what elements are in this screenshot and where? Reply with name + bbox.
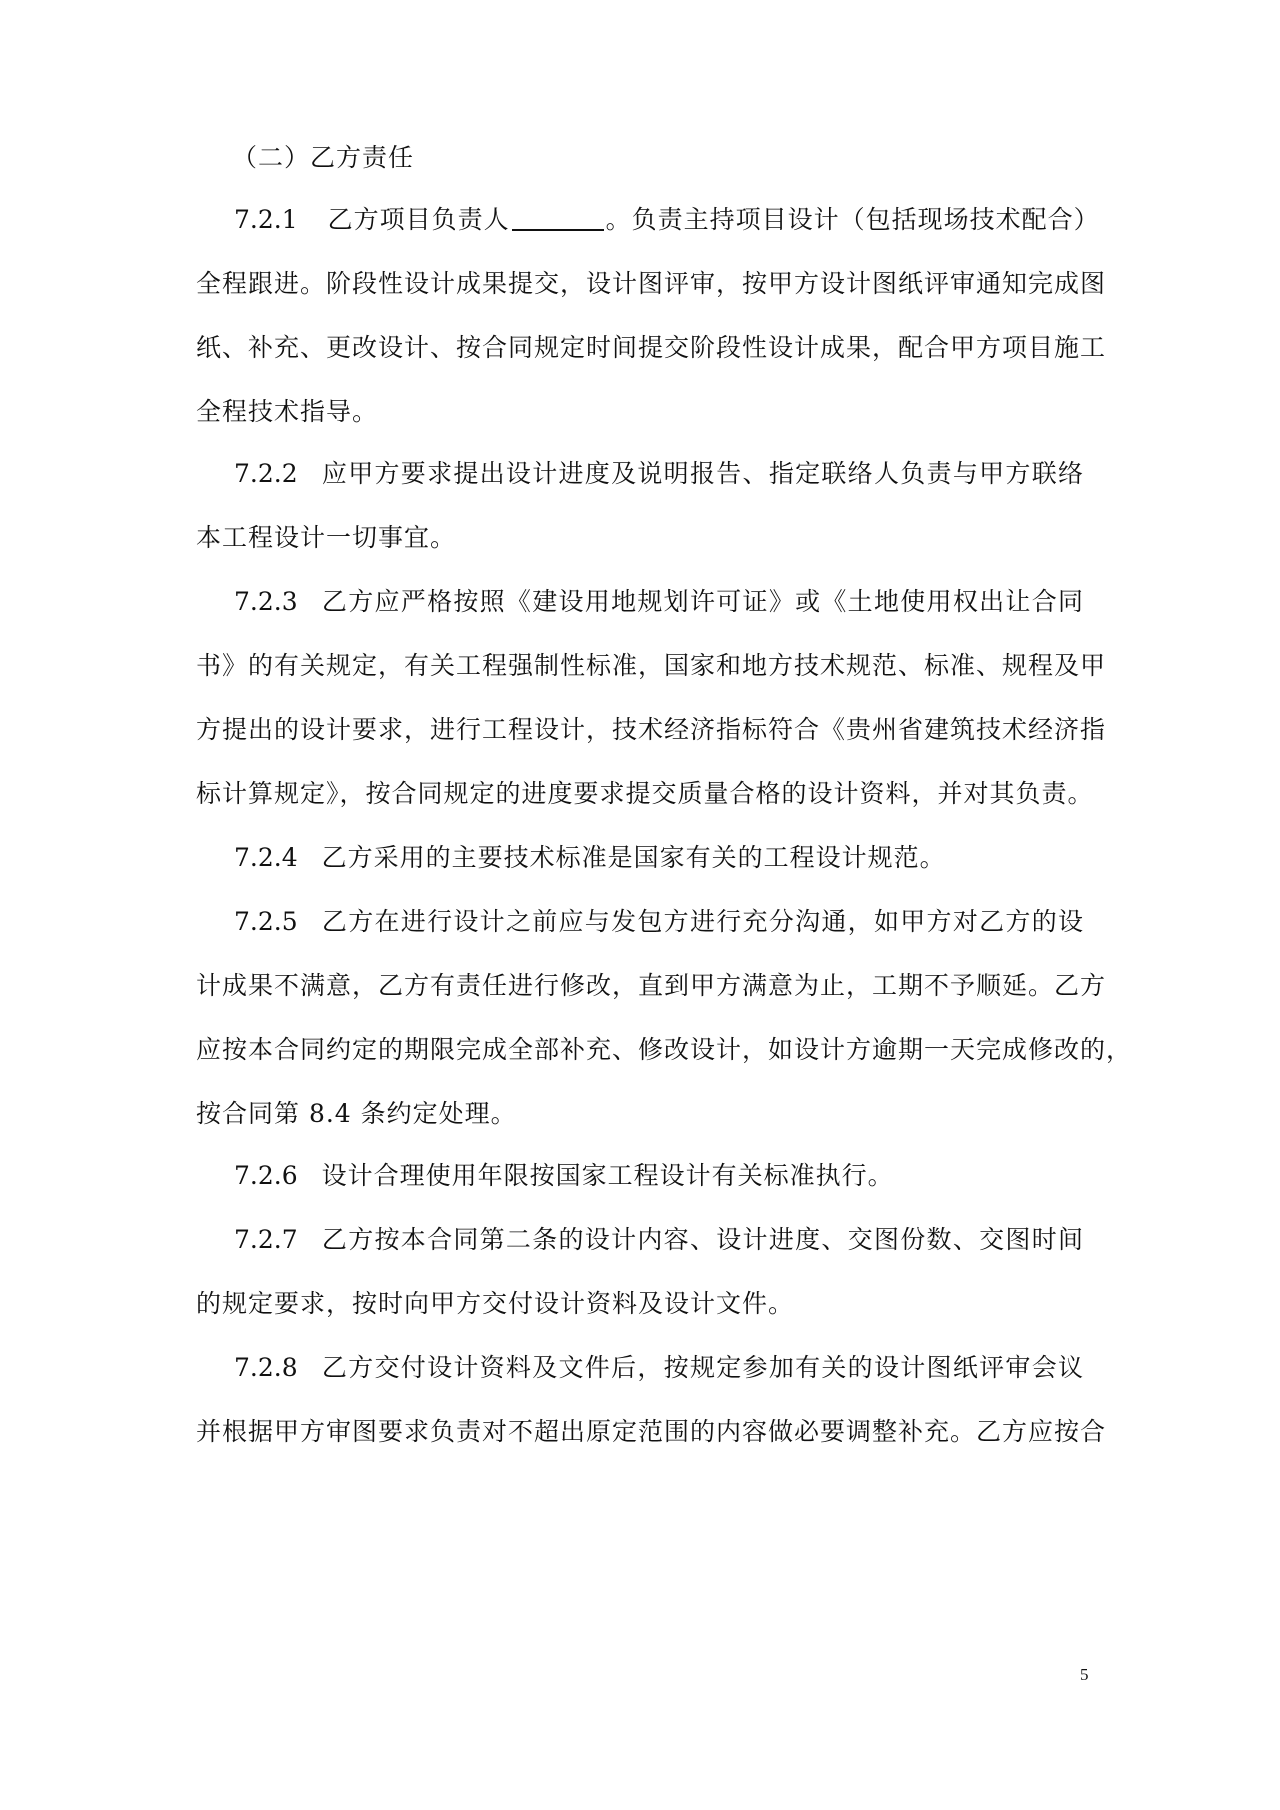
clause-line: 应按本合同约定的期限完成全部补充、修改设计，如设计方逾期一天完成修改的， <box>196 1035 1133 1064</box>
clause-line: 书》的有关规定，有关工程强制性标准，国家和地方技术规范、标准、规程及甲 <box>196 651 1107 680</box>
clause-text: 应甲方要求提出设计进度及说明报告、指定联络人负责与甲方联络 <box>321 459 1084 488</box>
clause-number: 7.2.2 <box>234 459 298 488</box>
responsible-person-blank <box>512 203 604 231</box>
clause-7-2-3-first-line <box>234 584 1084 620</box>
clause-7-2-1-first-line <box>234 202 1100 238</box>
clause-number: 7.2.3 <box>234 587 298 616</box>
clause-line: 的规定要求，按时向甲方交付设计资料及设计文件。 <box>196 1289 795 1318</box>
page-number: 5 <box>1080 1665 1089 1684</box>
clause-text: 乙方项目负责人 <box>327 205 510 234</box>
clause-number: 7.2.1 <box>234 205 298 234</box>
clause-number: 7.2.4 <box>234 843 298 872</box>
clause-text: 乙方在进行设计之前应与发包方进行充分沟通，如甲方对乙方的设 <box>321 907 1084 936</box>
clause-7-2-5-first-line <box>234 904 1084 940</box>
clause-number: 7.2.5 <box>234 907 298 936</box>
clause-text: 乙方应严格按照《建设用地规划许可证》或《土地使用权出让合同 <box>321 587 1084 616</box>
clause-text: 乙方交付设计资料及文件后，按规定参加有关的设计图纸评审会议 <box>321 1353 1084 1382</box>
clause-7-2-4-first-line <box>234 840 1084 876</box>
clause-text: 设计合理使用年限按国家工程设计有关标准执行。 <box>321 1161 894 1190</box>
clause-text: 乙方按本合同第二条的设计内容、设计进度、交图份数、交图时间 <box>321 1225 1084 1254</box>
clause-line: 标计算规定》，按合同规定的进度要求提交质量合格的设计资料，并对其负责。 <box>196 779 1094 808</box>
clause-line: 全程技术指导。 <box>196 397 379 426</box>
clause-number: 7.2.6 <box>234 1161 298 1190</box>
clause-number: 7.2.8 <box>234 1353 298 1382</box>
clause-number: 7.2.7 <box>234 1225 298 1254</box>
clause-text: 乙方采用的主要技术标准是国家有关的工程设计规范。 <box>321 843 946 872</box>
clause-line: 计成果不满意，乙方有责任进行修改，直到甲方满意为止，工期不予顺延。乙方 <box>196 971 1107 1000</box>
clause-line: 并根据甲方审图要求负责对不超出原定范围的内容做必要调整补充。乙方应按合 <box>196 1417 1107 1446</box>
clause-line: 本工程设计一切事宜。 <box>196 523 457 552</box>
clause-7-2-7-first-line <box>234 1222 1084 1258</box>
clause-line: 按合同第 8.4 条约定处理。 <box>196 1099 517 1128</box>
clause-text: 。负责主持项目设计（包括现场技术配合） <box>605 205 1100 234</box>
clause-line: 方提出的设计要求，进行工程设计，技术经济指标符合《贵州省建筑技术经济指 <box>196 715 1107 744</box>
clause-line: 全程跟进。阶段性设计成果提交，设计图评审，按甲方设计图纸评审通知完成图 <box>196 269 1107 298</box>
clause-line: 纸、补充、更改设计、按合同规定时间提交阶段性设计成果，配合甲方项目施工 <box>196 333 1107 362</box>
clause-7-2-6-first-line <box>234 1158 1084 1194</box>
clause-7-2-8-first-line <box>234 1350 1084 1386</box>
section-heading: （二）乙方责任 <box>232 143 415 172</box>
clause-7-2-2-first-line <box>234 456 1084 492</box>
